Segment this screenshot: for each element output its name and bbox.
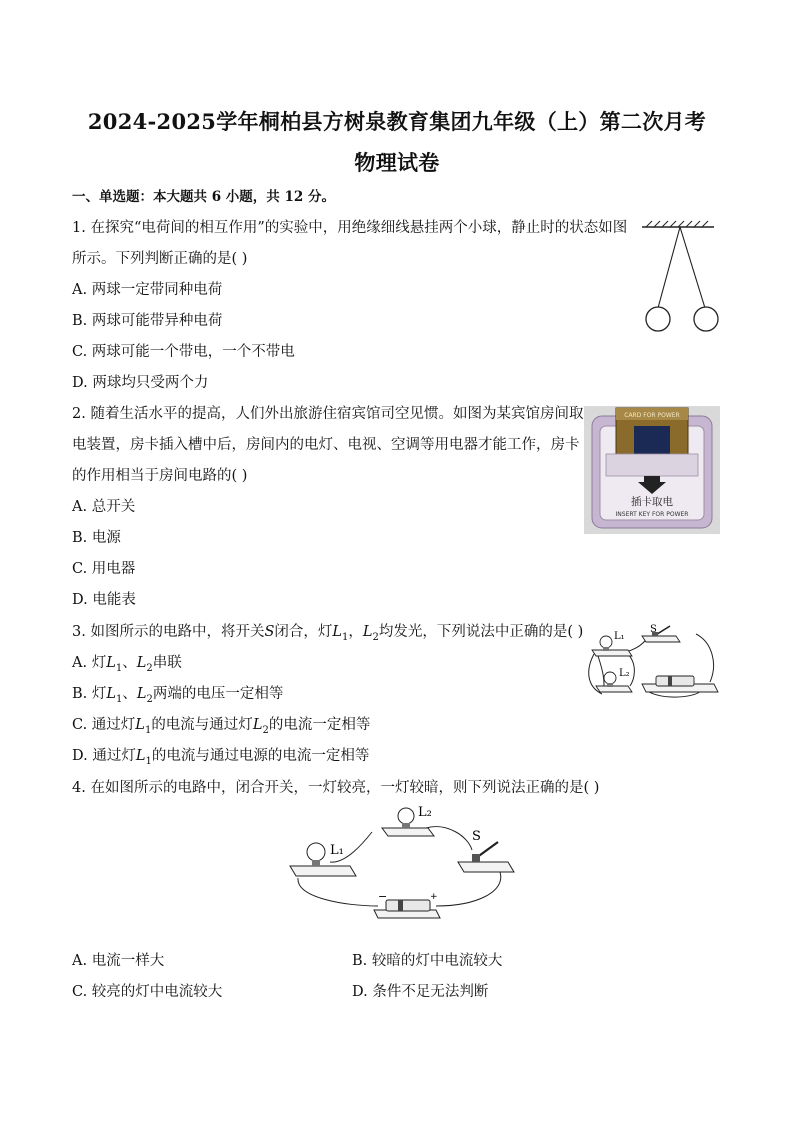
bulb-l1-icon <box>307 843 325 861</box>
hanging-balls-figure <box>638 218 722 336</box>
battery-plus: + <box>430 892 438 902</box>
q2-stem-line3: 的作用相当于房间电路的( ) <box>72 468 248 484</box>
q1-option-a: A. 两球一定带同种电荷 <box>72 282 223 298</box>
q1-option-d: D. 两球均只受两个力 <box>72 375 209 391</box>
q4-option-c: C. 较亮的灯中电流较大 <box>72 984 223 1000</box>
parallel-circuit-figure <box>584 624 724 704</box>
section-heading: 一、单选题：本大题共 6 小题，共 12 分。 <box>72 189 335 205</box>
bulb-l2-icon <box>604 672 616 684</box>
right-ball <box>694 307 718 331</box>
card-label-cn: 插卡取电 <box>631 496 673 508</box>
page-title: 2024-2025学年桐柏县方树泉教育集团九年级（上）第二次月考 <box>87 109 707 134</box>
label-s: S <box>472 829 481 844</box>
q1-option-b: B. 两球可能带异种电荷 <box>72 313 223 329</box>
label-s: S <box>650 624 657 635</box>
series-circuit-figure <box>286 802 518 920</box>
q2-stem-line2: 电装置，房卡插入槽中后，房间内的电灯、电视、空调等用电器才能工作，房卡 <box>72 437 580 453</box>
battery-icon <box>656 676 694 686</box>
q4-option-a: A. 电流一样大 <box>72 953 165 969</box>
q1-stem-line1: 1. 在探究“电荷间的相互作用”的实验中，用绝缘细线悬挂两个小球，静止时的状态如图 <box>72 220 628 236</box>
q1-stem-line2: 所示。下列判断正确的是( ) <box>72 251 248 267</box>
q2-option-a: A. 总开关 <box>72 499 136 515</box>
left-ball <box>646 307 670 331</box>
label-l2: L₂ <box>418 805 432 820</box>
q4-option-b: B. 较暗的灯中电流较大 <box>352 953 503 969</box>
q2-option-c: C. 用电器 <box>72 561 136 577</box>
q3-option-c: C. 通过灯$L_1$的电流与通过灯$L_2$的电流一定相等 <box>72 717 371 736</box>
card-power-switch-figure <box>584 406 720 534</box>
card-label-en: INSERT KEY FOR POWER <box>615 511 689 518</box>
bulb-l1-icon <box>600 636 612 648</box>
page-subtitle: 物理试卷 <box>354 150 440 175</box>
q3-stem: 3. 如图所示的电路中，将开关S闭合，灯$L_1$，$L_2$均发光，下列说法中正确的是( ) <box>72 624 584 643</box>
bulb-l2-icon <box>398 808 414 824</box>
battery-minus: − <box>378 890 388 903</box>
label-l1: L₁ <box>614 631 625 642</box>
q1-option-c: C. 两球可能一个带电，一个不带电 <box>72 344 295 360</box>
q2-stem-line1: 2. 随着生活水平的提高，人们外出旅游住宿宾馆司空见惯。如图为某宾馆房间取 <box>72 406 584 422</box>
q3-option-d: D. 通过灯$L_1$的电流与通过电源的电流一定相等 <box>72 748 370 767</box>
q4-stem: 4. 在如图所示的电路中，闭合开关，一灯较亮，一灯较暗，则下列说法正确的是( ) <box>72 780 600 796</box>
q2-option-d: D. 电能表 <box>72 592 136 608</box>
q3-option-b: B. 灯$L_1$、$L_2$两端的电压一定相等 <box>72 686 284 705</box>
label-l2: L₂ <box>619 668 630 679</box>
q4-option-d: D. 条件不足无法判断 <box>352 984 489 1000</box>
battery-icon <box>386 900 430 911</box>
label-l1: L₁ <box>330 843 344 858</box>
q3-option-a: A. 灯$L_1$、$L_2$串联 <box>72 655 182 674</box>
card-text: CARD FOR POWER <box>624 412 680 419</box>
q2-option-b: B. 电源 <box>72 530 121 546</box>
